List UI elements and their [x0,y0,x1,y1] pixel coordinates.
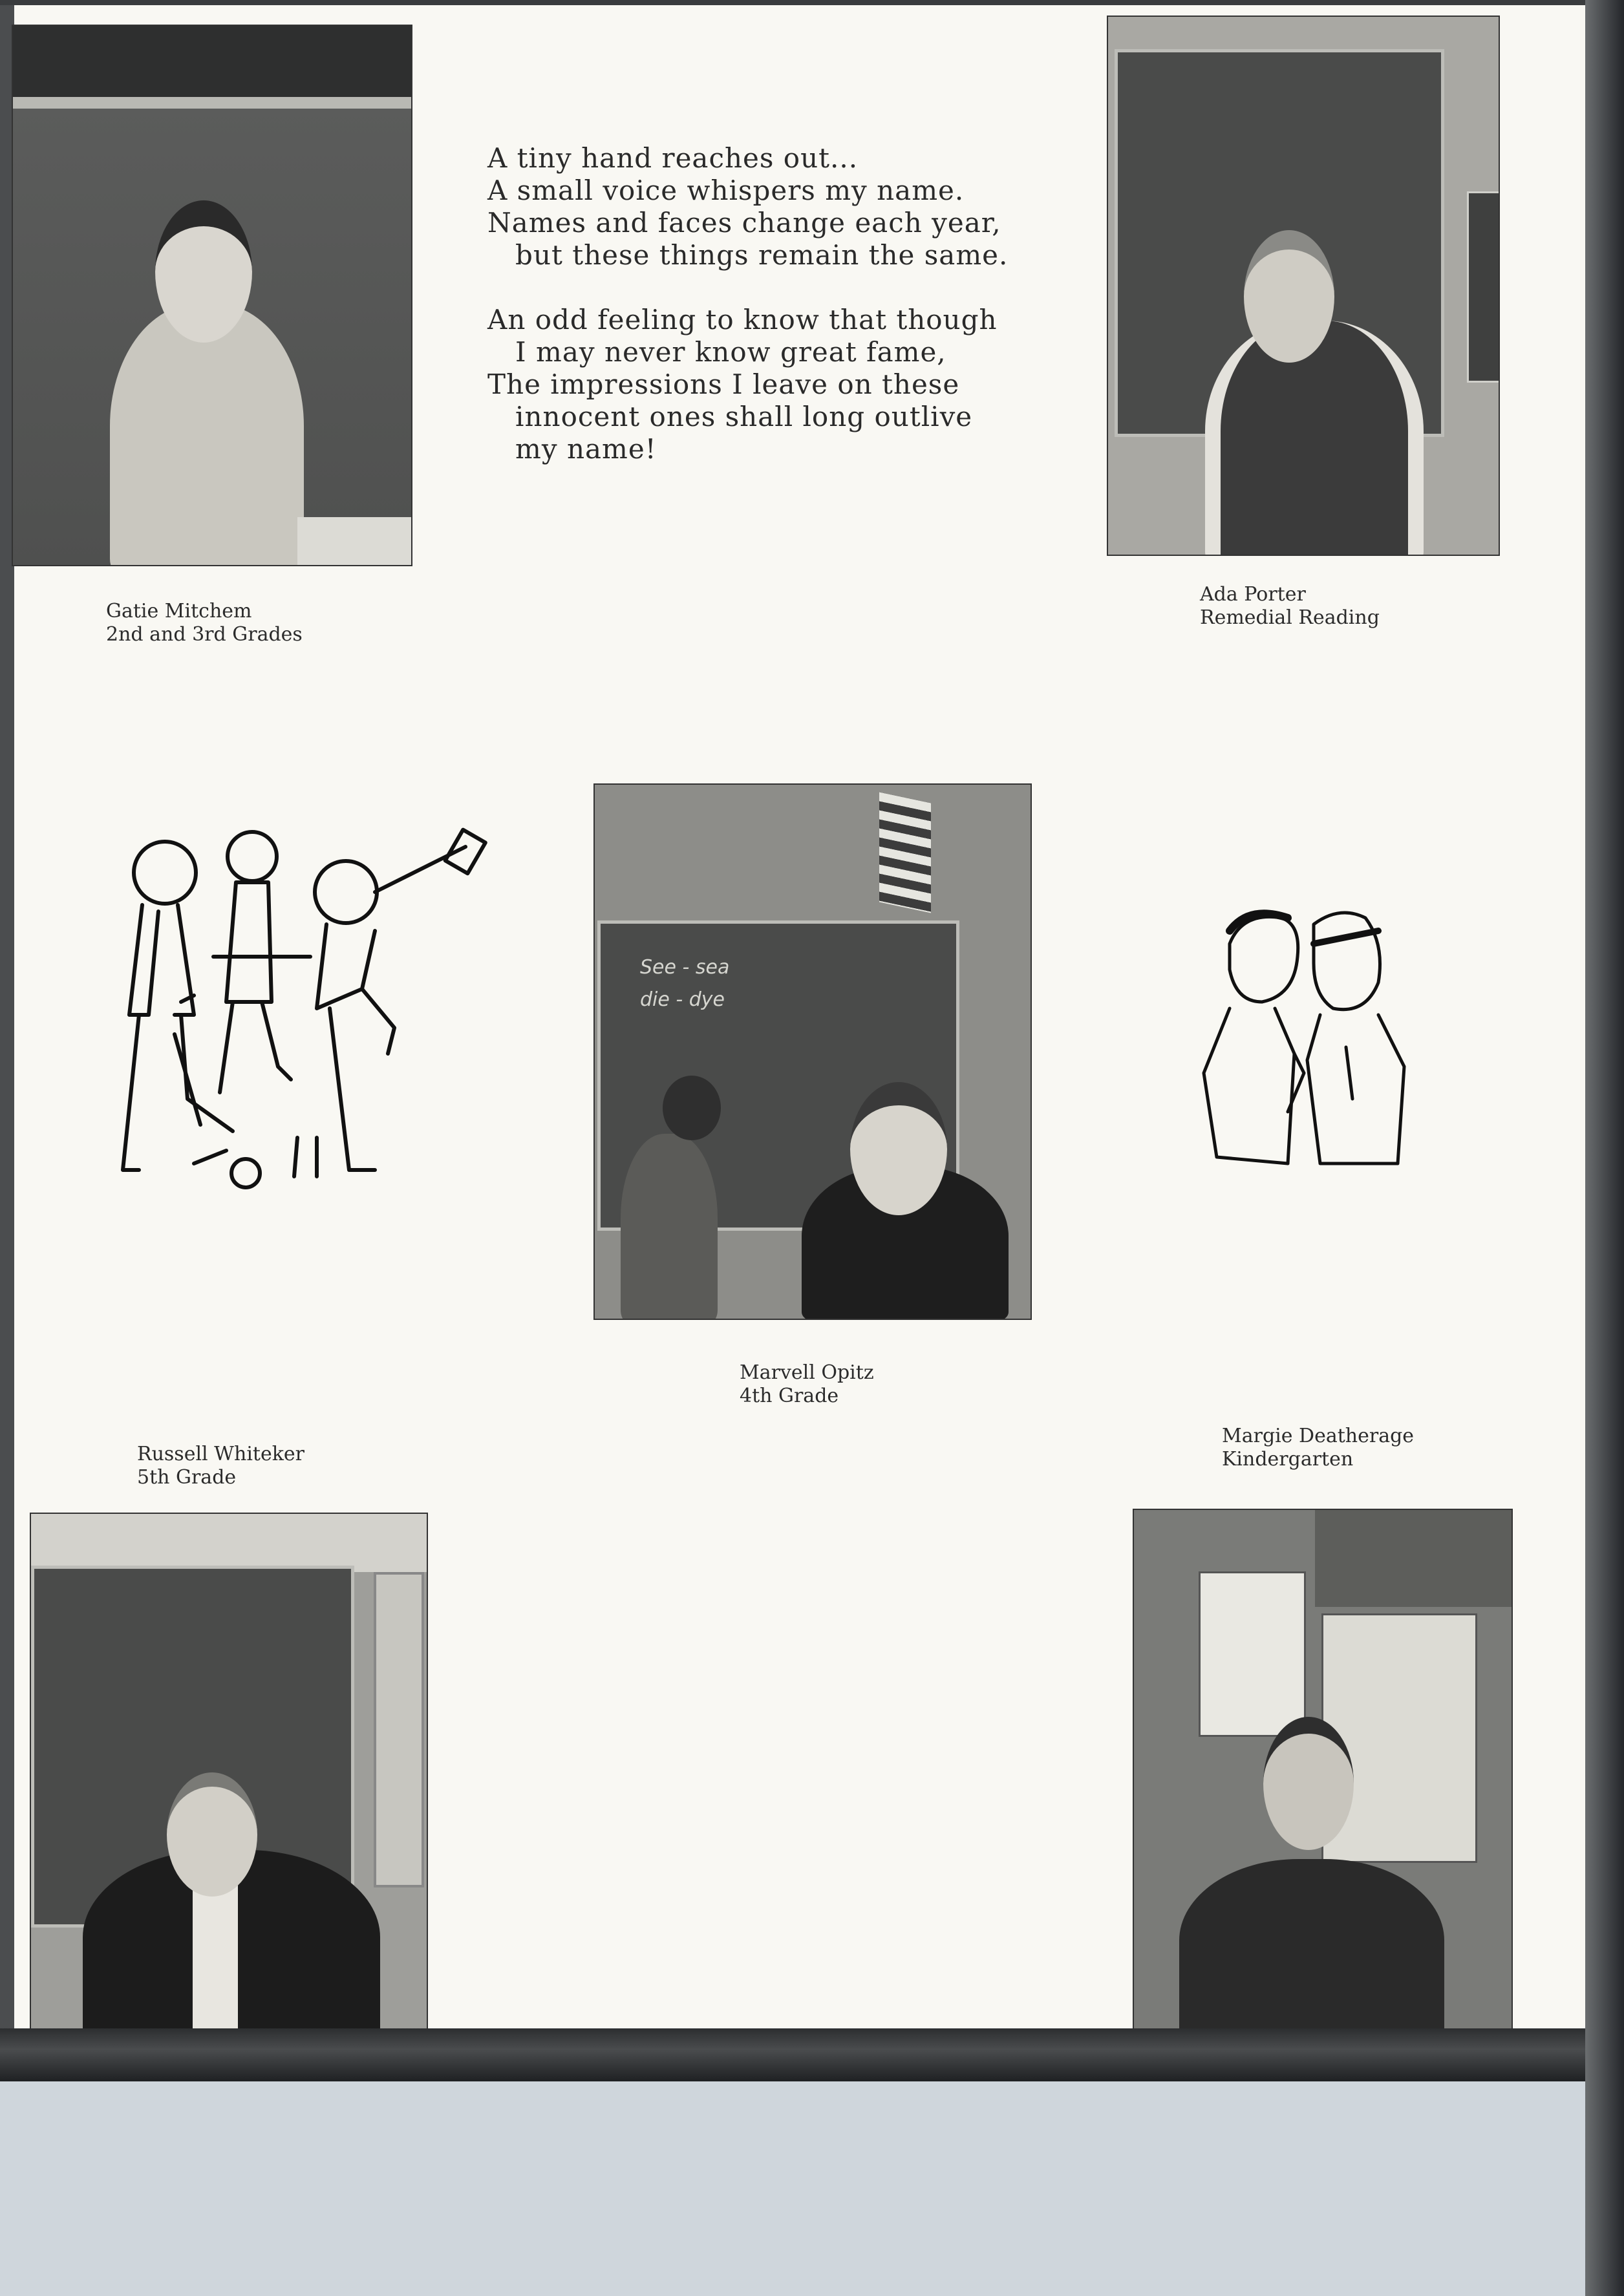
child-head [663,1076,721,1140]
teacher-role: Remedial Reading [1200,606,1380,629]
photo-russell-whiteker [30,1513,428,2037]
doorway [374,1572,424,1887]
wall-poster [1315,1510,1513,1607]
teacher-name: Gatie Mitchem [106,600,252,622]
child-body [621,1134,718,1320]
banner [31,1514,428,1572]
praying-children-sketch [1191,905,1424,1176]
chalk-writing-see-sea: See - sea [640,956,730,979]
bulletin-board [1467,191,1500,383]
caption-ada-porter [1200,583,1380,630]
person-head [1244,230,1334,363]
caption-russell-whiteker [137,1443,304,1489]
teacher-name: Marvell Opitz [740,1361,874,1384]
person-head [167,1772,257,1897]
person-body [1179,1859,1444,2030]
teacher-name: Russell Whiteker [137,1443,305,1465]
wall-calendar [1199,1571,1306,1737]
caption-marvell-opitz [740,1361,874,1408]
poem-line: my name! [487,433,657,465]
poem-line: A tiny hand reaches out... [487,142,859,174]
teacher-role: 4th Grade [740,1385,839,1407]
poem-line [487,271,1069,304]
poem-line: but these things remain the same. [487,239,1009,271]
teacher-role: 5th Grade [137,1466,237,1489]
map-calendar [1321,1613,1477,1863]
poem-line: An odd feeling to know that though [487,304,998,335]
poem [487,142,1069,465]
photo-ada-porter [1107,16,1500,556]
photo-gatie-mitchem [12,25,412,566]
cover-edge [0,2028,1624,2081]
poem-line: A small voice whispers my name. [487,175,965,206]
caption-margie-deatherage [1222,1425,1414,1471]
american-flag [879,792,931,913]
chalk-tray [13,97,412,109]
poem-line: Names and faces change each year, [487,207,1001,239]
teacher-name: Margie Deatherage [1222,1425,1415,1447]
teacher-head [850,1082,947,1215]
poem-line: The impressions I leave on these [487,368,960,400]
teacher-role: 2nd and 3rd Grades [106,623,303,646]
caption-gatie-mitchem [106,600,303,646]
poem-line: innocent ones shall long outlive [487,401,973,432]
person-body [110,304,304,566]
photo-margie-deatherage [1133,1509,1513,2030]
person-head [1263,1717,1354,1850]
teacher-name: Ada Porter [1200,583,1306,606]
person-body [1205,321,1424,556]
photo-marvell-opitz [593,783,1032,1320]
chalk-writing-die-dye: die - dye [640,988,725,1011]
teacher-role: Kindergarten [1222,1448,1354,1471]
person-head [155,200,252,343]
poem-line: I may never know great fame, [487,336,946,368]
wall-panel [297,517,412,566]
book-spine [1585,0,1624,2296]
croquet-children-sketch [103,821,517,1202]
